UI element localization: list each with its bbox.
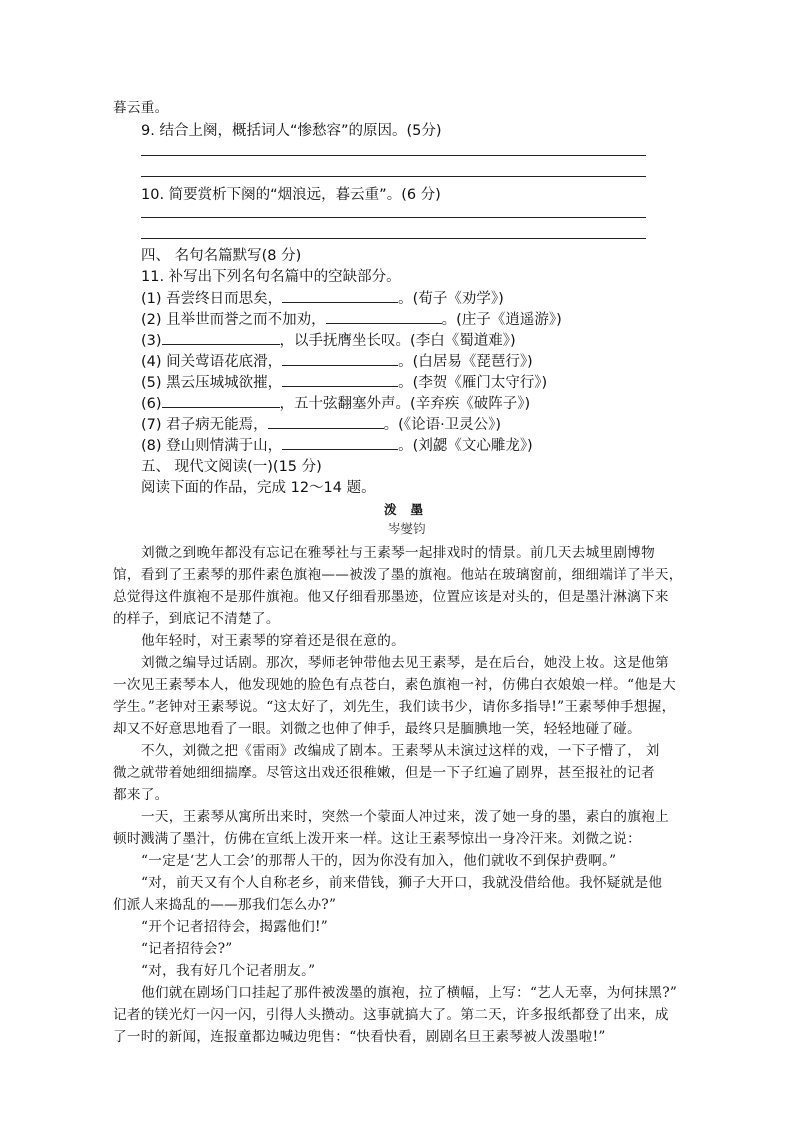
article-line: 刘微之编导过话剧。那次，琴师老钟带他去见王素琴，是在后台，她没上妆。这是他第 <box>141 655 669 671</box>
article-line: 一次见王素琴本人，他发现她的脸色有点苍白，素色旗袍一衬，仿佛白衣娘娘一样。“他是大 <box>113 677 676 693</box>
article-line: 却又不好意思地看了一眼。刘微之也伸了伸手，最终只是腼腆地一笑，轻轻地碰了碰。 <box>113 721 641 737</box>
article-line: 的样子，到底记不清楚了。 <box>113 611 280 627</box>
article-line: 微之就带着她细细揣摩。尽管这出戏还很稚嫩，但是一下子红遍了剧界，甚至报社的记者 <box>113 765 655 781</box>
article-line: 总觉得这件旗袍不是那件旗袍。他又仔细看那墨迹，位置应该是对头的，但是墨汁淋漓下来 <box>113 589 669 605</box>
blank-field[interactable] <box>282 290 398 303</box>
article-line: “一定是‘艺人工会’的那帮人干的，因为你没有加入，他们就收不到保护费啊。” <box>141 853 617 869</box>
article-line: 都来了。 <box>113 787 169 803</box>
section-4-heading: 四、 名句名篇默写(8 分) <box>141 248 302 264</box>
article-line: 们派人来捣乱的——那我们怎么办?” <box>113 897 337 913</box>
article-line: 他们就在剧场门口挂起了那件被泼墨的旗袍，拉了横幅，上写：“艺人无辜，为何抹黑?” <box>141 985 678 1001</box>
article-line: 顿时溅满了墨汁，仿佛在宣纸上泼开来一样。这让王素琴惊出一身冷汗来。刘微之说： <box>113 831 641 847</box>
section-5-heading: 五、 现代文阅读(一)(15 分) <box>141 459 322 475</box>
answer-line[interactable] <box>141 155 646 156</box>
answer-line[interactable] <box>141 238 646 239</box>
answer-line[interactable] <box>141 217 646 218</box>
question-11: 11. 补写出下列名句名篇中的空缺部分。 <box>141 269 401 285</box>
article-line: “对，前天又有个人自称老乡，前来借钱，狮子大开口，我就没借给他。我怀疑就是他 <box>141 875 663 891</box>
continuation-text: 暮云重。 <box>113 100 169 116</box>
blank-field[interactable] <box>282 353 398 366</box>
fill-blank-item-2: (2) 且举世而誉之而不加劝， 。(庄子《逍遥游》) <box>141 312 562 328</box>
blank-field[interactable] <box>282 437 398 450</box>
reading-instruction: 阅读下面的作品，完成 12～14 题。 <box>141 480 376 496</box>
blank-field[interactable] <box>326 311 442 324</box>
article-author: 岑燮钧 <box>388 521 426 536</box>
fill-blank-item-8: (8) 登山则情满于山， 。(刘勰《文心雕龙》) <box>141 438 533 454</box>
article-line: 他年轻时，对王素琴的穿着还是很在意的。 <box>141 633 405 649</box>
article-line: 了一时的新闻，连报童都边喊边兜售：“快看快看，剧剧名旦王素琴被人泼墨啦!” <box>113 1029 606 1045</box>
article-line: “记者招待会?” <box>141 941 233 957</box>
blank-field[interactable] <box>162 395 280 408</box>
fill-blank-item-6: (6) ，五十弦翻塞外声。(辛弃疾《破阵子》) <box>141 396 531 412</box>
answer-line[interactable] <box>141 176 646 177</box>
question-10: 10. 简要赏析下阕的“烟浪远，暮云重”。(6 分) <box>141 187 441 203</box>
article-line: 记者的镁光灯一闪一闪，引得人头攒动。这事就搞大了。第二天，许多报纸都登了出来，成 <box>113 1007 669 1023</box>
article-title: 泼墨 <box>384 502 438 517</box>
blank-field[interactable] <box>162 332 280 345</box>
article-line: 一天，王素琴从寓所出来时，突然一个蒙面人冲过来，泼了她一身的墨，素白的旗袍上 <box>141 809 669 825</box>
blank-field[interactable] <box>268 416 384 429</box>
article-line: 学生。”老钟对王素琴说。“这太好了，刘先生，我们读书少，请你多指导!”王素琴伸手想握， <box>113 699 676 715</box>
fill-blank-item-4: (4) 间关莺语花底滑， 。(白居易《琵琶行》) <box>141 354 533 370</box>
fill-blank-item-1: (1) 吾尝终日而思矣， 。(荀子《劝学》) <box>141 291 504 307</box>
article-line: 馆，看到了王素琴的那件素色旗袍——被泼了墨的旗袍。他站在玻璃窗前，细细端详了半天， <box>113 567 683 583</box>
article-line: 刘微之到晚年都没有忘记在雅琴社与王素琴一起排戏时的情景。前几天去城里剧博物 <box>141 545 656 561</box>
blank-field[interactable] <box>282 374 398 387</box>
fill-blank-item-3: (3) ，以手抚膺坐长叹。(李白《蜀道难》) <box>141 333 516 349</box>
fill-blank-item-7: (7) 君子病无能焉， 。(《论语·卫灵公》) <box>141 417 502 433</box>
fill-blank-item-5: (5) 黑云压城城欲摧， 。(李贺《雁门太守行》) <box>141 375 548 391</box>
article-line: “开个记者招待会，揭露他们!” <box>141 919 328 935</box>
article-line: 不久，刘微之把《雷雨》改编成了剧本。王素琴从未演过这样的戏，一下子懵了， 刘 <box>141 743 660 759</box>
article-line: “对，我有好几个记者朋友。” <box>141 963 316 979</box>
question-9: 9. 结合上阕，概括词人“惨愁容”的原因。(5分) <box>141 123 442 139</box>
